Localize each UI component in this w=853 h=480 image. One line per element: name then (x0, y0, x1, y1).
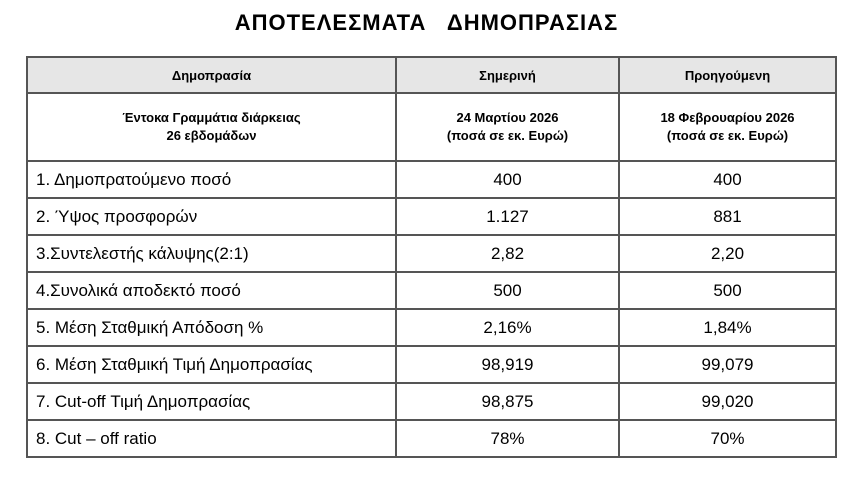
row-label: 1. Δημοπρατούμενο ποσό (27, 161, 396, 198)
table-subheader-row (27, 93, 836, 161)
row-previous-value: 500 (619, 272, 836, 309)
instrument-line-2: 26 εβδομάδων (166, 128, 257, 143)
current-unit: (ποσά σε εκ. Ευρώ) (446, 128, 569, 143)
row-label: 4.Συνολικά αποδεκτό ποσό (27, 272, 396, 309)
row-label: 8. Cut – off ratio (27, 420, 396, 457)
row-previous-value: 881 (619, 198, 836, 235)
row-previous-value: 400 (619, 161, 836, 198)
table-row (27, 420, 836, 457)
row-current-value: 2,82 (396, 235, 619, 272)
instrument-cell (27, 93, 396, 161)
header-auction: Δημοπρασία (27, 57, 396, 93)
row-current-value: 500 (396, 272, 619, 309)
row-current-value: 98,875 (396, 383, 619, 420)
table-row (27, 198, 836, 235)
row-previous-value: 99,079 (619, 346, 836, 383)
table-row (27, 235, 836, 272)
row-previous-value: 2,20 (619, 235, 836, 272)
table-header-row (27, 57, 836, 93)
row-label: 7. Cut-off Τιμή Δημοπρασίας (27, 383, 396, 420)
table-row (27, 346, 836, 383)
row-previous-value: 99,020 (619, 383, 836, 420)
row-current-value: 2,16% (396, 309, 619, 346)
row-label: 5. Μέση Σταθμική Απόδοση % (27, 309, 396, 346)
header-previous: Προηγούμενη (619, 57, 836, 93)
row-label: 3.Συντελεστής κάλυψης(2:1) (27, 235, 396, 272)
current-date-cell (396, 93, 619, 161)
row-current-value: 78% (396, 420, 619, 457)
page-title: ΑΠΟΤΕΛΕΣΜΑΤΑ ΔΗΜΟΠΡΑΣΙΑΣ (234, 10, 619, 35)
row-previous-value: 70% (619, 420, 836, 457)
row-previous-value: 1,84% (619, 309, 836, 346)
row-current-value: 400 (396, 161, 619, 198)
instrument-line-1: Έντοκα Γραμμάτια διάρκειας (122, 110, 301, 125)
table-row (27, 309, 836, 346)
previous-date-cell (619, 93, 836, 161)
row-label: 2. Ύψος προσφορών (27, 198, 396, 235)
previous-date: 18 Φεβρουαρίου 2026 (660, 110, 795, 125)
auction-results-table (26, 56, 837, 458)
previous-unit: (ποσά σε εκ. Ευρώ) (666, 128, 789, 143)
row-label: 6. Μέση Σταθμική Τιμή Δημοπρασίας (27, 346, 396, 383)
table-row (27, 383, 836, 420)
current-date: 24 Μαρτίου 2026 (456, 110, 559, 125)
table-row (27, 272, 836, 309)
table-row (27, 161, 836, 198)
row-current-value: 98,919 (396, 346, 619, 383)
row-current-value: 1.127 (396, 198, 619, 235)
header-current: Σημερινή (396, 57, 619, 93)
